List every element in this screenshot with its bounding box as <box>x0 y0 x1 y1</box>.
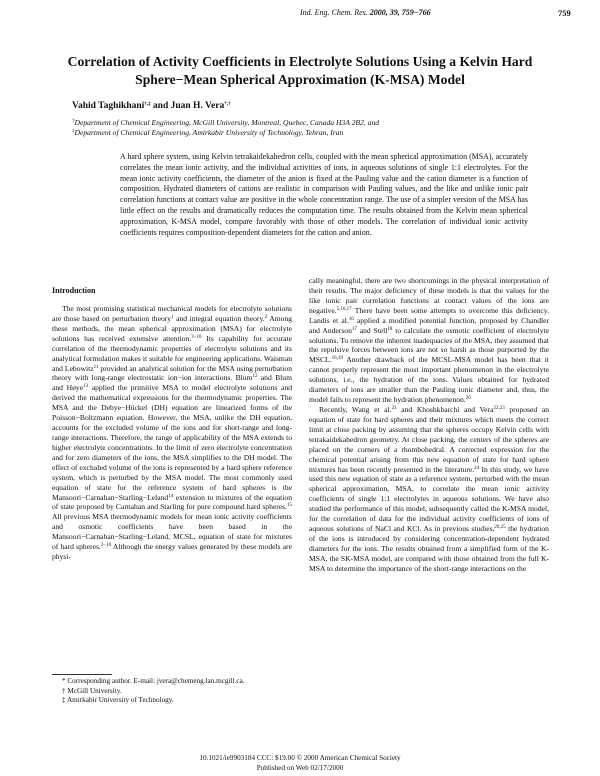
section-heading-introduction: Introduction <box>52 286 96 295</box>
author-connector: and <box>152 101 169 111</box>
author-marks-2: *,† <box>224 102 231 107</box>
author-marks-1: †,‡ <box>144 102 151 107</box>
footnote-amirkabir: ‡ Amirkabir University of Technology. <box>62 696 174 705</box>
right-column <box>309 276 549 574</box>
footer-published: Published on Web 02/17/2000 <box>256 764 344 772</box>
page-number: 759 <box>558 8 571 18</box>
footnote-rule <box>52 674 112 675</box>
left-column <box>52 286 292 562</box>
intro-paragraph-1-continued: cally meaningful, there are two shortcomings in the physical interpretation of their results. The major deficiency of these models is that the values for the like ionic pair correlation functions at contact values of the ions are negative.$^{5,16,17}$ There have been some attempts to overcome this deficiency. Landis et al.$^{16}$ applied a modified potential function, proposed by Chandler and Anderson$^{17}$ and Stell$^{18}$ to calculate the osmotic coefficient of electrolyte solutions. To remove the inherent inadequacies of the MSA, they assumed that the repulsive forces between ions are not so harsh as those purported by the MSCL.$^{16,19}$ Another drawback of the MCSL-MSA model has been that it cannot properly represent the most important phenomenon in the electrolyte solutions, i.e., the hydration of the ions. Values obtained for hydrated diameters of ions are smaller than the Pauling ionic diameter and, thus, the model fails to represent the hydration phenomenon.$^{20}$ <box>309 276 550 405</box>
intro-paragraph-2: Recently, Wang et al.$^{21}$ and Khoshkbarchi and Vera$^{22,23}$ proposed an equation of state for hard spheres and their mixtures which meets the correct limit at close packing by assuming that the spheres occupy Kelvin cells with tetrakaidekahedron geometry. At close packing, the centers of the spheres are placed on the corners of a rhombohedral. A corrected expression for the chemical potential arising from this new equation of state for hard sphere mixtures has been recently presented in the literature.$^{24}$ In this study, we have used this new equation of state as a reference system, perturbed with the mean spherical approximation, MSA, to correlate the mean ionic activity coefficients of single 1:1 electrolytes in aqueous solutions. We have also studied the performance of this model, subsequently called the K-MSA model, for the correlation of data for the individual activity coefficients of ions of aqueous solutions of NaCl and KCl. As in previous studies,$^{20,25}$ the hydration of the ions is introduced by considering concentration-dependent hydrated diameters for the ions. The results obtained from a simplified form of the K-MSA, the SK-MSA model, are compared with those obtained from the full K-MSA to determine the importance of the short-range interactions on the <box>309 404 549 573</box>
footer-doi: 10.1021/ie9903184 CCC: $19.00 © 2000 American Chemical Society <box>199 754 401 762</box>
abstract: A hard sphere system, using Kelvin tetrakaidekahedron cells, coupled with the mean spherical approximation (MSA), accurately correlates the mean ionic activity, and the individual activities of ions, in aqueous solutions of single 1:1 electrolytes. For the mean ionic activity coefficients, the diameter of the anion is fixed at the Pauling value and the cation diameter is a function of composition. Hydrated diameters of cations are realistic in comparison with Pauling values, and the like and unlike ionic pair correlation functions at contact value are positive in the whole concentration range. The use of a simpler version of the MSA has little effect on the results and dramatically reduces the computation time. The results obtained from the Kelvin mean spherical approximation, K-MSA model, compare favorably with those of other models. The correlation of individual ionic activity coefficients requires composition-dependent diameters for the cation and anion. <box>120 152 528 237</box>
running-head: Ind. Eng. Chem. Res. 2000, 39, 759−766 <box>300 8 431 17</box>
affiliation-mcgill: †Department of Chemical Engineering, McGill University, Montreal, Quebec, Canada H3A 2B2, and <box>72 118 380 127</box>
article-title: Correlation of Activity Coefficients in Electrolyte Solutions Using a Kelvin Hard Sphere−Mean Spherical Approximation (K-MSA) Model <box>67 54 533 87</box>
author-line <box>72 101 230 111</box>
citation: 2000, 39, 759−766 <box>369 8 431 17</box>
author-taghikhani: Vahid Taghikhani <box>72 101 145 111</box>
affiliation-amirkabir: ‡Department of Chemical Engineering, Amirkabir University of Technology, Tehran, Iran <box>72 128 344 137</box>
footnotes <box>52 677 292 706</box>
footnote-corresponding: * Corresponding author. E-mail: jvera@chemeng.lan.mcgill.ca. <box>62 677 245 685</box>
author-vera: Juan H. Vera <box>170 101 225 111</box>
intro-paragraph-1: The most promising statistical mechanical models for electrolyte solutions are those based on perturbation theory$^1$ and integral equation theory.$^2$ Among these methods, the mean spherical approximation (MSA) for electrolyte solutions has received extensive attention.$^{3-10}$ Its capability for accurate correlation of the thermodynamic properties of electrolyte solutions and its analytical formulation makes it suitable for engineering applications. Waisman and Lebowitz$^{11}$ provided an analytical solution for the MSA using perturbation theory with long-range electrostatic ion−ion interactions. Blum$^{12}$ and Blum and Høye$^{13}$ applied the primitive MSA to model electrolyte solutions and derived the mathematical expressions for the thermodynamic properties. The MSA and the Debye−Hückel (DH) equation are linearized forms of the Poisson−Boltzmann equation. However, the MSA, unlike the DH equation, accounts for the excluded volume of the ions and for short-range and long-range interactions. Therefore, the range of applicability of the MSA extends to higher electrolyte concentrations. In the limit of zero electrolyte concentration and for zero diameters of the ions, the MSA simplifies to the DH model. The effect of excluded volume of the ions is represented by a hard sphere reference system, which is perturbed by the MSA model. The most commonly used equation of state for the reference system of hard spheres is the Mansoori−Carnahan−Starling−Leland$^{14}$ extension to mixtures of the equation of state proposed by Carnahan and Starling for pure compound hard spheres.$^{15}$ All previous MSA thermodynamic models for mean ionic activity coefficients and osmotic coefficients have been based in the Mansoori−Carnahan−Starling−Leland, MCSL, equation of state for mixtures of hard spheres.$^{3-10}$ Although the energy values generated by these models are physi- <box>52 304 293 562</box>
footnote-mcgill: † McGill University. <box>62 686 122 695</box>
